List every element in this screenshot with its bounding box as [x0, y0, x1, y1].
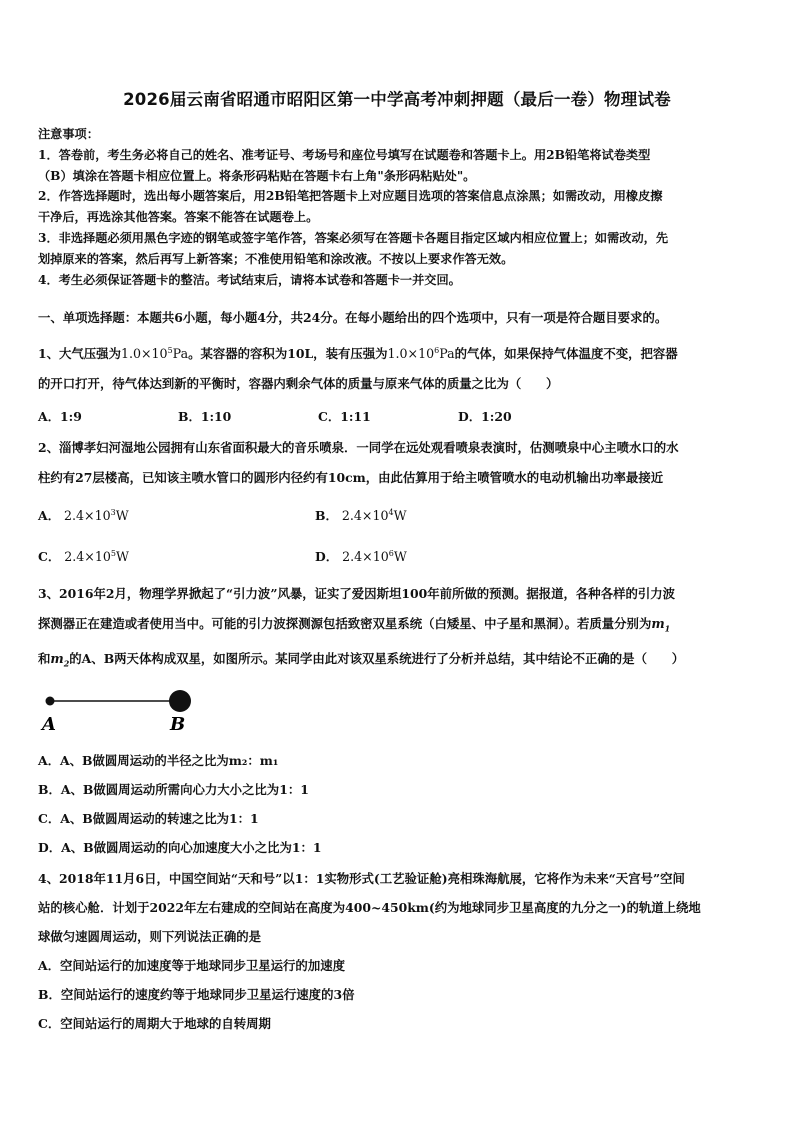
q1-options — [38, 407, 756, 427]
section-heading: 一、单项选择题：本题共6小题，每小题4分，共24分。在每小题给出的四个选项中，只有一项是符合题目要求的。 — [38, 310, 668, 326]
q2-option-c: C． $2.4\times 10^5W$ — [38, 549, 129, 565]
q1-pressure-atm: $1.0\times 10^5Pa$ — [120, 346, 189, 362]
exam-page — [38, 86, 756, 1038]
q2-option-d: D． $2.4\times 10^6W$ — [315, 549, 407, 565]
note-line: 4．考生必须保证答题卡的整洁。考试结束后，请将本试卷和答题卡一并交回。 — [38, 272, 461, 287]
q3-line1: 3、2016年2月，物理学界掀起了“引力波”风暴，证实了爱因斯坦100年前所做的预测。据报道，各种各样的引力波 — [38, 586, 676, 602]
note-line: （B）填涂在答题卡相应位置上。将条形码粘贴在答题卡右上角"条形码粘贴处"。 — [38, 168, 476, 183]
question-3 — [38, 579, 756, 862]
q1-option-b: B．1:10 — [178, 409, 232, 425]
q4-line2: 站的核心舱．计划于2022年左右建成的空间站在高度为400~450km(约为地球同步卫星高度的九分之一)的轨道上绕地 — [38, 900, 701, 916]
q1-option-c: C．1:11 — [318, 409, 371, 425]
q1-suffix: 的气体，如果保持气体温度不变，把容器 — [454, 346, 678, 362]
q3-option-c: C．A、B做圆周运动的转速之比为1：1 — [38, 811, 259, 827]
star-a-dot — [46, 697, 55, 706]
q2-line2: 柱约有27层楼高，已知该主喷水管口的圆形内径约有10cm，由此估算用于给主喷管喷水的电动机输出功率最接近 — [38, 470, 664, 486]
q3-option-d: D．A、B做圆周运动的向心加速度大小之比为1：1 — [38, 840, 322, 856]
note-line: 干净后，再选涂其他答案。答案不能答在试题卷上。 — [38, 210, 319, 225]
label-b: B — [170, 714, 186, 736]
note-line: 划掉原来的答案，然后再写上新答案；不准使用铅笔和涂改液。不按以上要求作答无效。 — [38, 251, 514, 266]
q1-pressure-gas: $1.0\times 10^6Pa$ — [387, 346, 455, 362]
q1-prefix: 1、大气压强为 — [38, 346, 121, 362]
question-4 — [38, 864, 756, 1038]
notes-block — [38, 124, 756, 290]
q1-option-d: D．1:20 — [458, 409, 512, 425]
q4-option-b: B．空间站运行的速度约等于地球同步卫星运行速度的3倍 — [38, 987, 355, 1003]
page-title: 2026届云南省昭通市昭阳区第一中学高考冲刺押题（最后一卷）物理试卷 — [123, 90, 671, 109]
q2-option-a: A． $2.4\times 10^3W$ — [38, 508, 129, 524]
note-line: 1．答卷前，考生务必将自己的姓名、准考证号、考场号和座位号填写在试题卷和答题卡上。用2B铅笔将试卷类型 — [38, 147, 651, 162]
q1-mid: 。某容器的容积为10L，装有压强为 — [188, 346, 388, 362]
note-line: 3．非选择题必须用黑色字迹的钢笔或签字笔作答，答案必须写在答题卡各题目指定区域内相应位置上；如需改动，先 — [38, 230, 669, 245]
q2-options-row2 — [38, 544, 756, 567]
q3-option-a: A．A、B做圆周运动的半径之比为m₂：m₁ — [38, 753, 279, 769]
q1-line2: 的开口打开，待气体达到新的平衡时，容器内剩余气体的质量与原来气体的质量之比为（ ） — [38, 376, 559, 392]
q1-option-a: A．1:9 — [38, 409, 82, 425]
q2-line1: 2、淄博孝妇河湿地公园拥有山东省面积最大的音乐喷泉．一同学在远处观看喷泉表演时，估测喷泉中心主喷水口的水 — [38, 440, 679, 456]
label-a: A — [42, 714, 56, 736]
q4-line3: 球做匀速圆周运动，则下列说法正确的是 — [38, 929, 262, 945]
note-line: 2．作答选择题时，选出每小题答案后，用2B铅笔把答题卡上对应题目选项的答案信息点涂黑；如需改动，用橡皮擦 — [38, 189, 663, 204]
q4-line1: 4、2018年11月6日，中国空间站“天和号”以1：1实物形式(工艺验证舱)亮相珠海航展，它将作为未来“天宫号”空间 — [38, 871, 685, 887]
q3-line3: 和$m_2$的A、B两天体构成双星，如图所示。某同学由此对该双星系统进行了分析并总结，其中结论不正确的是（ ） — [38, 650, 685, 669]
question-2 — [38, 433, 756, 567]
star-b-dot — [169, 690, 191, 712]
question-1 — [38, 336, 756, 427]
q2-options-row1 — [38, 503, 756, 526]
q3-line2: 探测器正在建造或者使用当中。可能的引力波探测源包括致密双星系统（白矮星、中子星和黑洞）。若质量分别为$m_1$ — [38, 616, 671, 634]
q4-option-c: C．空间站运行的周期大于地球的自转周期 — [38, 1016, 271, 1032]
q2-option-b: B． $2.4\times 10^4W$ — [315, 508, 407, 524]
binary-star-diagram — [38, 684, 238, 742]
notes-heading: 注意事项： — [38, 127, 99, 141]
q3-option-b: B．A、B做圆周运动所需向心力大小之比为1：1 — [38, 782, 309, 798]
binary-star-figure — [38, 684, 756, 742]
q4-option-a: A．空间站运行的加速度等于地球同步卫星运行的加速度 — [38, 958, 345, 974]
